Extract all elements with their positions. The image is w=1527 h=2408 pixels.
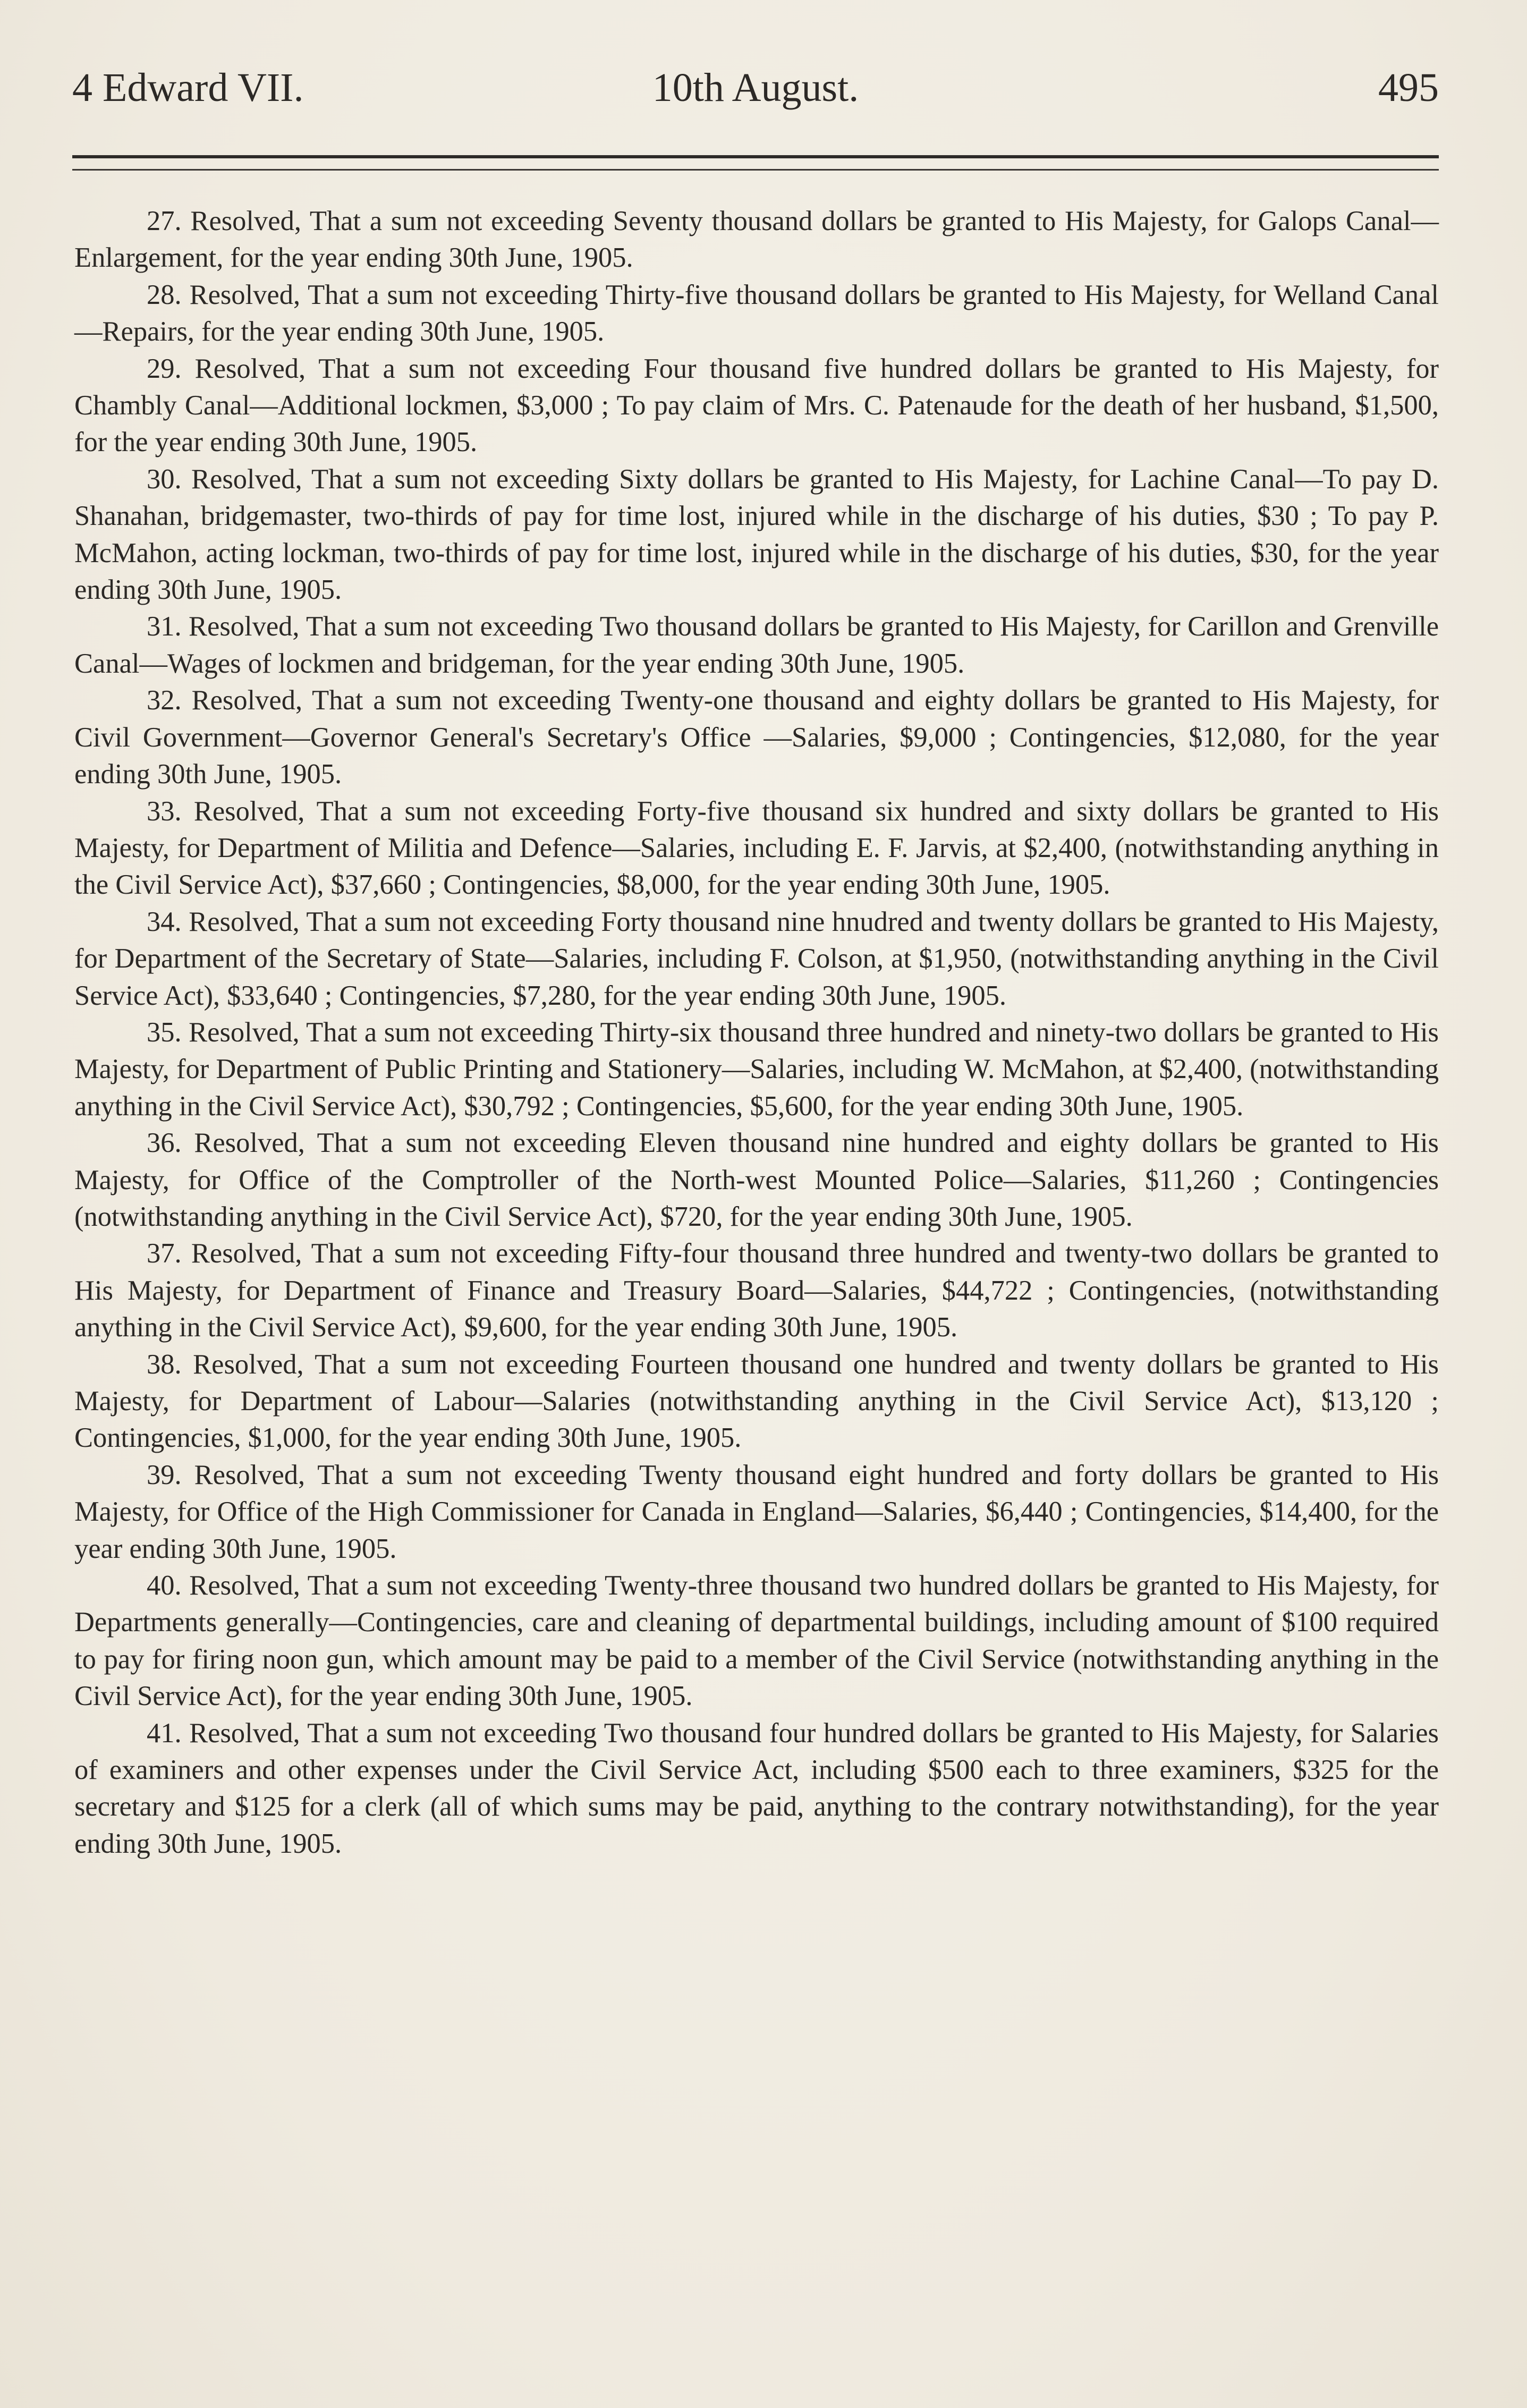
- resolution-27: 27. Resolved, That a sum not exceeding Seventy thousand dollars be granted to His Majesty, for Galops Canal—Enlargement, for the year ending 30th June, 1905.: [74, 206, 1439, 274]
- resolution-36: 36. Resolved, That a sum not exceeding Eleven thousand nine hundred and eighty dollars be granted to His Majesty, for Office of the Comptroller of the North-west Mounted Police—Salaries, $11,260 ; Contingencies (notwithstanding anything in the Civil Service Act), $720, for the year ending 30th June, 1905.: [74, 1127, 1439, 1232]
- resolution-31: 31. Resolved, That a sum not exceeding Two thousand dollars be granted to His Majesty, for Carillon and Grenville Canal—Wages of lockmen and bridgeman, for the year ending 30th June, 1905.: [74, 611, 1439, 679]
- resolution-28: 28. Resolved, That a sum not exceeding Thirty-five thousand dollars be granted to His Majesty, for Welland Canal—Repairs, for the year ending 30th June, 1905.: [74, 279, 1439, 347]
- resolution-40: 40. Resolved, That a sum not exceeding Twenty-three thousand two hundred dollars be granted to His Majesty, for Departments generally—Contingencies, care and cleaning of departmental buildings, including amount of $100 required to pay for firing noon gun, which amount may be paid to a member of the Civil Service (notwithstanding anything in the Civil Service Act), for the year ending 30th June, 1905.: [74, 1570, 1439, 1712]
- page-number: 495: [1378, 65, 1439, 110]
- resolution-33: 33. Resolved, That a sum not exceeding Forty-five thousand six hundred and sixty dollars be granted to His Majesty, for Department of Militia and Defence—Salaries, including E. F. Jarvis, at $2,400, (notwithstanding anything in the Civil Service Act), $37,660 ; Contingencies, $8,000, for the year ending 30th June, 1905.: [74, 795, 1439, 901]
- header-rule-thick: [72, 155, 1439, 158]
- running-header: [72, 65, 1439, 123]
- resolution-38: 38. Resolved, That a sum not exceeding Fourteen thousand one hundred and twenty dollars be granted to His Majesty, for Department of Labour—Salaries (notwithstanding anything in the Civil Service Act), $13,120 ; Contingencies, $1,000, for the year ending 30th June, 1905.: [74, 1349, 1439, 1454]
- resolution-41: 41. Resolved, That a sum not exceeding Two thousand four hundred dollars be granted to His Majesty, for Salaries of examiners and other expenses under the Civil Service Act, including $500 each to three examiners, $325 for the secretary and $125 for a clerk (all of which sums may be paid, anything to the contrary notwithstanding), for the year ending 30th June, 1905.: [74, 1717, 1439, 1859]
- header-date: 10th August.: [652, 65, 859, 110]
- resolution-32: 32. Resolved, That a sum not exceeding Twenty-one thousand and eighty dollars be granted to His Majesty, for Civil Government—Governor General's Secretary's Office —Salaries, $9,000 ; Contingencies, $12,080, for the year ending 30th June, 1905.: [74, 685, 1439, 790]
- resolution-35: 35. Resolved, That a sum not exceeding Thirty-six thousand three hundred and ninety-two dollars be granted to His Majesty, for Department of Public Printing and Stationery—Salaries, including W. McMahon, at $2,400, (notwithstanding anything in the Civil Service Act), $30,792 ; Contingencies, $5,600, for the year ending 30th June, 1905.: [74, 1016, 1439, 1122]
- resolution-29: 29. Resolved, That a sum not exceeding Four thousand five hundred dollars be granted to His Majesty, for Chambly Canal—Additional lockmen, $3,000 ; To pay claim of Mrs. C. Patenaude for the death of her husband, $1,500, for the year ending 30th June, 1905.: [74, 353, 1439, 458]
- resolution-30: 30. Resolved, That a sum not exceeding Sixty dollars be granted to His Majesty, for Lachine Canal—To pay D. Shanahan, bridgemaster, two-thirds of pay for time lost, injured while in the discharge of his duties, $30 ; To pay P. McMahon, acting lockman, two-thirds of pay for time lost, injured while in the discharge of his duties, $30, for the year ending 30th June, 1905.: [74, 463, 1439, 606]
- resolution-37: 37. Resolved, That a sum not exceeding Fifty-four thousand three hundred and twenty-two dollars be granted to His Majesty, for Department of Finance and Treasury Board—Salaries, $44,722 ; Contingencies, (notwithstanding anything in the Civil Service Act), $9,600, for the year ending 30th June, 1905.: [74, 1238, 1439, 1343]
- resolutions-body: [74, 203, 1439, 1862]
- resolution-34: 34. Resolved, That a sum not exceeding Forty thousand nine hnudred and twenty dollars be granted to His Majesty, for Department of the Secretary of State—Salaries, including F. Colson, at $1,950, (notwithstanding anything in the Civil Service Act), $33,640 ; Contingencies, $7,280, for the year ending 30th June, 1905.: [74, 906, 1439, 1011]
- resolution-39: 39. Resolved, That a sum not exceeding Twenty thousand eight hundred and forty dollars be granted to His Majesty, for Office of the High Commissioner for Canada in England—Salaries, $6,440 ; Contingencies, $14,400, for the year ending 30th June, 1905.: [74, 1459, 1439, 1564]
- header-rule-thin: [72, 169, 1439, 171]
- header-regnal-year: 4 Edward VII.: [72, 65, 304, 110]
